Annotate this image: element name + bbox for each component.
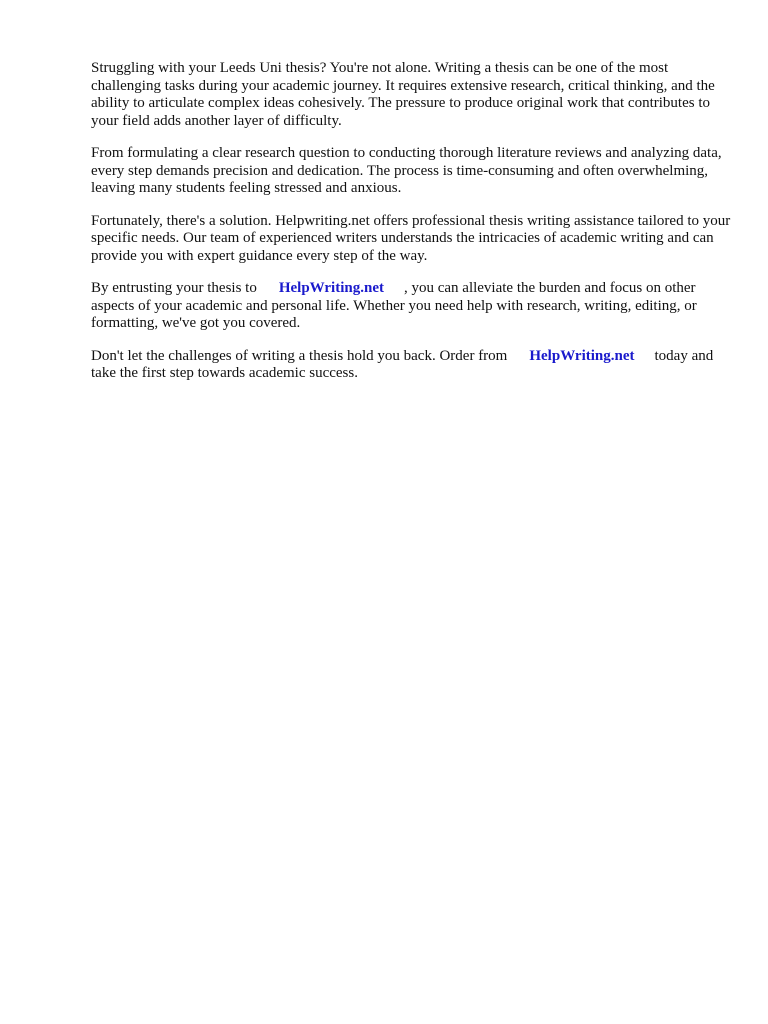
paragraph-order-rest: today and take the first step towards academic success. (91, 347, 714, 381)
paragraph-order-lead: Don't let the challenges of writing a thesis hold you back. Order from (91, 347, 508, 364)
helpwriting-link-entrust[interactable]: HelpWriting.net (278, 280, 384, 296)
paragraph-entrust-lead: By entrusting your thesis to (91, 280, 257, 296)
paragraph-entrust-rest: , you can alleviate the burden and focus on other aspects of your academic and personal life. Whether you need help with research, writing, editing, or formatting, we've got you covered. (91, 280, 697, 331)
paragraph-entrust (91, 280, 731, 333)
paragraph-solution: Fortunately, there's a solution. Helpwriting.net offers professional thesis writing assistance tailored to your specific needs. Our team of experienced writers understands the intricacies of academic writing and can provide you with expert guidance every step of the way. (91, 212, 731, 264)
paragraph-intro: Struggling with your Leeds Uni thesis? You're not alone. Writing a thesis can be one of the most challenging tasks during your academic journey. It requires extensive research, critical thinking, and the ability to articulate complex ideas cohesively. The pressure to produce original work that contributes to your field adds another layer of difficulty. (91, 60, 715, 129)
document-body (91, 60, 731, 398)
helpwriting-link-order[interactable]: HelpWriting.net (529, 347, 635, 364)
paragraph-process: From formulating a clear research question to conducting thorough literature reviews and analyzing data, every step demands precision and dedication. The process is time-consuming and often overwhelming, leaving many students feeling stressed and anxious. (91, 145, 722, 196)
paragraph-order (91, 348, 731, 383)
